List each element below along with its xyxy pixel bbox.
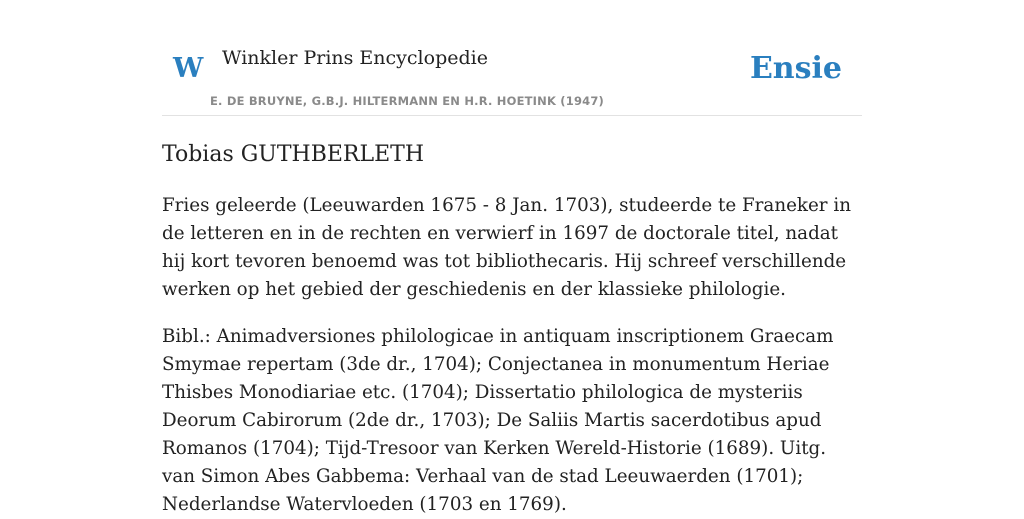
brand-logo[interactable]: Ensie xyxy=(749,51,842,86)
publication-title[interactable]: Winkler Prins Encyclopedie xyxy=(222,47,488,69)
site-header xyxy=(162,0,862,116)
article-title: Tobias GUTHBERLETH xyxy=(162,142,425,167)
publication-logo[interactable]: W xyxy=(173,53,204,84)
article-paragraph-description: Fries geleerde (Leeuwarden 1675 - 8 Jan. 1703), studeerde te Franeker in de letteren en in de rechten en verwierf in 1697 de doctorale titel, nadat hij kort tevoren benoemd was tot bibliothecaris. Hij schreef verschillende werken op het gebied der geschiedenis en der klassieke philologie. xyxy=(162,195,851,300)
page xyxy=(162,0,862,515)
publication-authors: E. DE BRUYNE, G.B.J. HILTERMANN EN H.R. HOETINK (1947) xyxy=(210,94,605,108)
article-paragraph-bibliography: Bibl.: Animadversiones philologicae in antiquam inscriptionem Graecam Smymae repertam (3de dr., 1704); Conjectanea in monumentum Heriae Thisbes Monodiariae etc. (1704); Dissertatio philologica de mysteriis Deorum Cabirorum (2de dr., 1703); De Saliis Martis sacerdotibus apud Romanos (1704); Tijd-Tresoor van Kerken Wereld-Historie (1689). Uitg. van Simon Abes Gabbema: Verhaal van de stad Leeuwaerden (1701); Nederlandse Watervloeden (1703 en 1769). xyxy=(162,326,834,515)
